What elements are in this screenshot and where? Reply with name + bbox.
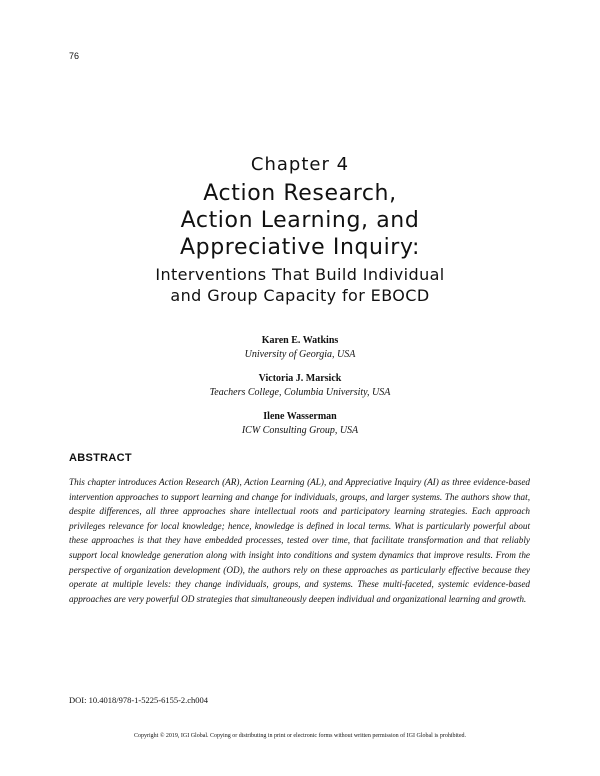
author-affiliation: ICW Consulting Group, USA — [241, 425, 359, 436]
author-entry — [0, 372, 600, 400]
chapter-label: Chapter 4 — [250, 154, 350, 175]
abstract-text: This chapter introduces Action Research (AR), Action Learning (AL), and Appreciative Inquiry (AI) as three evidence-based intervention approaches to support learning and change for individuals, groups, and larger systems. The authors show that, despite differences, all three approaches share intellectual roots and participatory learning strategies. Each approach privileges relevance for local knowledge; hence, knowledge is defined in local terms. What is particularly powerful about these approaches is that they have embedded processes, tested over time, that facilitate transformation and that reliably support local knowledge generation along with insight into conditions and system dynamics that improve results. From the perspective of organization development (OD), the authors rely on these approaches as particularly effective because they operate at multiple levels: they change individuals, groups, and systems. These multi-faceted, systemic evidence-based approaches are very powerful OD strategies that simultaneously deepen individual and organizational learning and growth. — [69, 477, 530, 604]
copyright-notice: Copyright © 2019, IGI Global. Copying or distributing in print or electronic forms without written permission of IGI Global is prohibited. — [133, 733, 466, 739]
chapter-subtitle — [0, 264, 600, 306]
author-affiliation: University of Georgia, USA — [244, 349, 356, 360]
author-list — [0, 334, 600, 448]
abstract-heading: ABSTRACT — [69, 452, 132, 464]
chapter-subtitle-line: and Group Capacity for EBOCD — [170, 286, 430, 305]
chapter-title-line: Appreciative Inquiry: — [180, 235, 420, 260]
author-entry — [0, 334, 600, 362]
page-number: 76 — [69, 51, 80, 61]
author-name: Karen E. Watkins — [261, 335, 339, 346]
chapter-title-line: Action Learning, and — [180, 208, 420, 233]
chapter-subtitle-line: Interventions That Build Individual — [155, 265, 445, 284]
author-name: Victoria J. Marsick — [258, 373, 342, 384]
author-affiliation: Teachers College, Columbia University, USA — [209, 387, 391, 398]
chapter-title — [0, 180, 600, 261]
chapter-title-line: Action Research, — [203, 181, 397, 206]
doi-line: DOI: 10.4018/978-1-5225-6155-2.ch004 — [69, 695, 209, 705]
author-entry — [0, 410, 600, 438]
author-name: Ilene Wasserman — [263, 411, 337, 422]
